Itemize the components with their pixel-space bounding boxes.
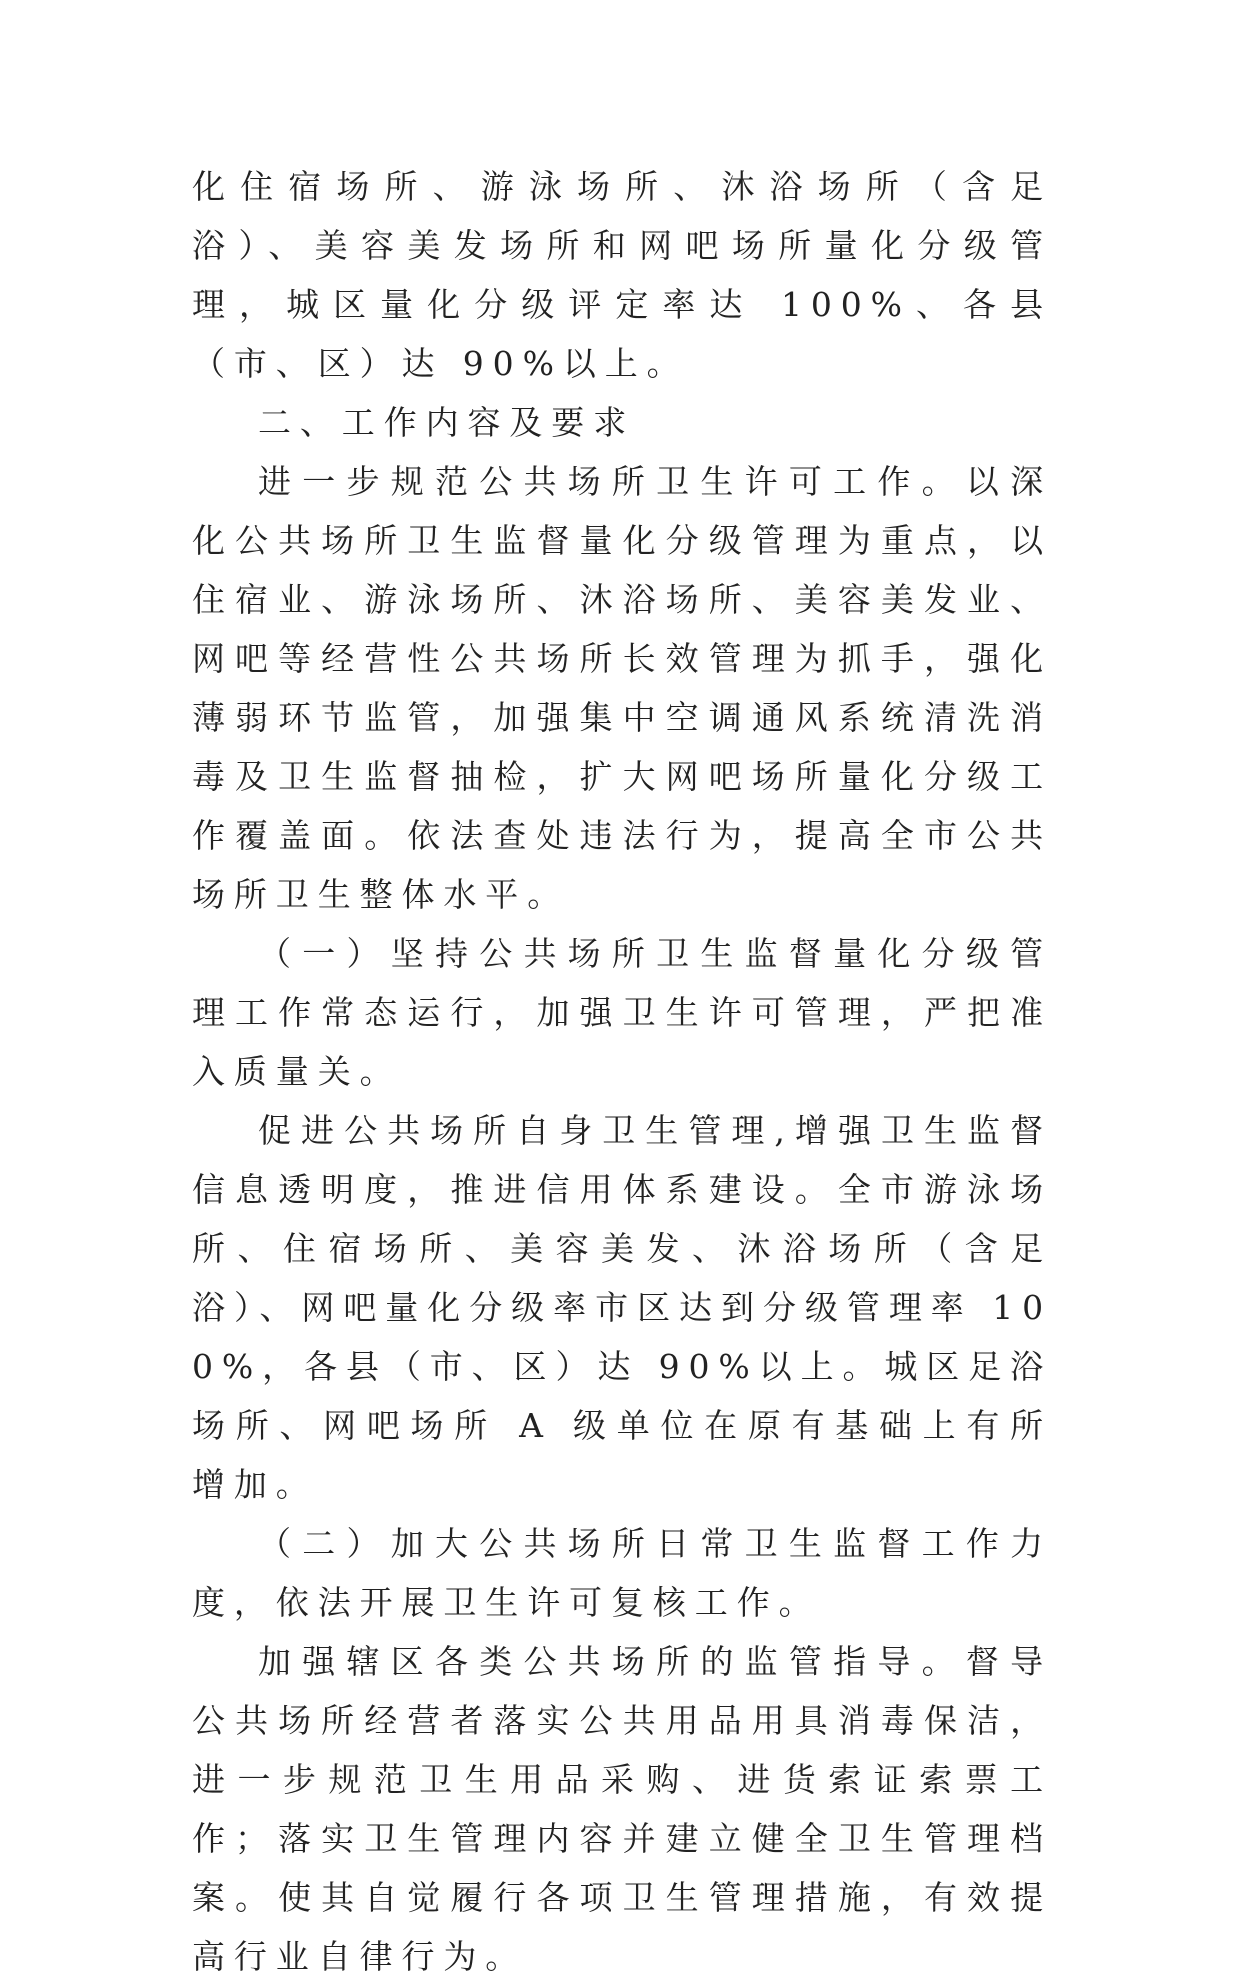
paragraph-intro: 进一步规范公共场所卫生许可工作。以深化公共场所卫生监督量化分级管理为重点，以住宿业、游泳场所、沐浴场所、美容美发业、网吧等经营性公共场所长效管理为抓手，强化薄弱环节监管，加强集中空调通风系统清洗消毒及卫生监督抽检，扩大网吧场所量化分级工作覆盖面。依法查处违法行为，提高全市公共场所卫生整体水平。 (192, 462, 1052, 914)
paragraph-continuation: 化住宿场所、游泳场所、沐浴场所（含足浴）、美容美发场所和网吧场所量化分级管理，城区量化分级评定率达 100%、各县（市、区）达 90%以上。 (192, 167, 1052, 383)
subheading-one: （一）坚持公共场所卫生监督量化分级管理工作常态运行，加强卫生许可管理，严把准入质量关。 (192, 934, 1052, 1091)
paragraph-one: 促进公共场所自身卫生管理,增强卫生监督信息透明度，推进信用体系建设。全市游泳场所、住宿场所、美容美发、沐浴场所（含足浴）、网吧量化分级率市区达到分级管理率 100%，各县（市、区）达 90%以上。城区足浴场所、网吧场所 A 级单位在原有基础上有所增加。 (192, 1111, 1052, 1504)
section-heading: 二、工作内容及要求 (258, 403, 636, 442)
paragraph-two: 加强辖区各类公共场所的监管指导。督导公共场所经营者落实公共用品用具消毒保洁，进一步规范卫生用品采购、进货索证索票工作；落实卫生管理内容并建立健全卫生管理档案。使其自觉履行各项卫生管理措施，有效提高行业自律行为。 (192, 1642, 1052, 1976)
subheading-two: （二）加大公共场所日常卫生监督工作力度，依法开展卫生许可复核工作。 (192, 1524, 1052, 1622)
document-body (192, 157, 1052, 1986)
